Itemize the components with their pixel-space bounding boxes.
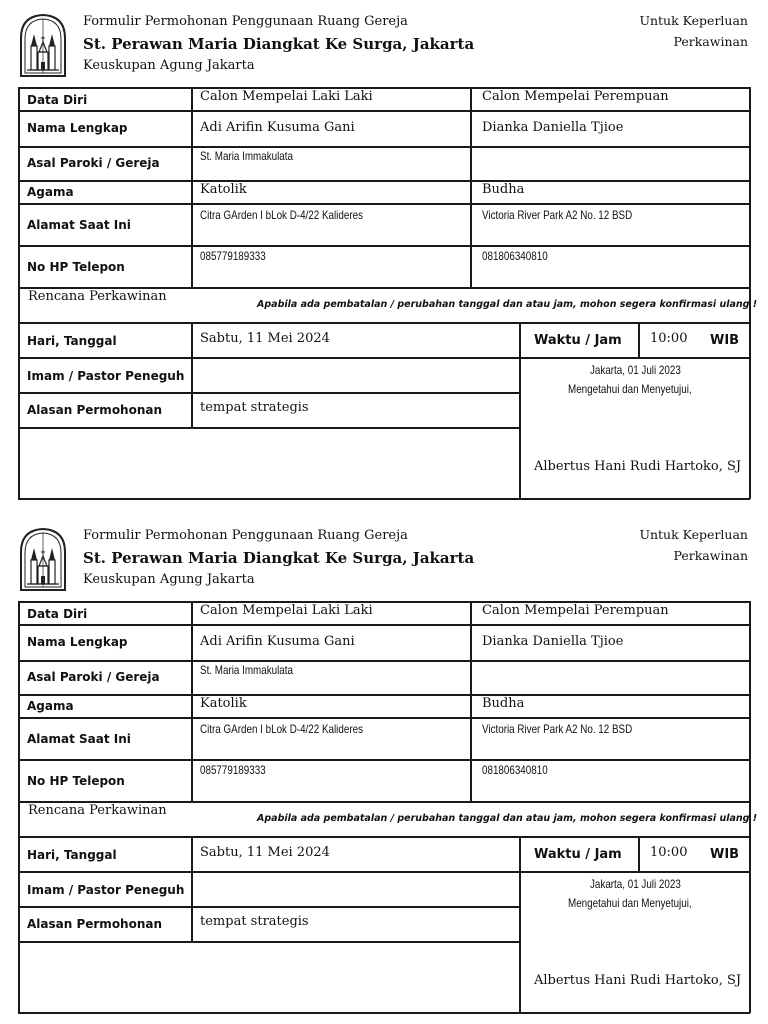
church-name: St. Perawan Maria Diangkat Ke Surga, Jakarta	[83, 549, 475, 567]
address-label: Alamat Saat Ini	[27, 218, 131, 232]
purpose-line-1: Untuk Keperluan	[639, 13, 748, 28]
full-name-label: Nama Lengkap	[27, 121, 128, 135]
date-value: Sabtu, 11 Mei 2024	[200, 845, 330, 860]
church-name: St. Perawan Maria Diangkat Ke Surga, Jakarta	[83, 35, 475, 53]
bride-name: Dianka Daniella Tjioe	[482, 634, 624, 649]
time-value: 10:00	[650, 331, 688, 346]
bride-religion: Budha	[482, 696, 525, 711]
time-label: Waktu / Jam	[534, 333, 622, 348]
religion-label: Agama	[27, 185, 74, 199]
groom-religion: Katolik	[200, 696, 247, 711]
diocese-name: Keuskupan Agung Jakarta	[83, 58, 255, 73]
data-diri-label: Data Diri	[27, 93, 88, 107]
bride-header: Calon Mempelai Perempuan	[482, 89, 669, 104]
timezone-label: WIB	[710, 333, 740, 348]
plan-section-title: Rencana Perkawinan	[28, 803, 167, 818]
form-title: Formulir Permohonan Penggunaan Ruang Gereja	[83, 528, 408, 543]
reason-label: Alasan Permohonan	[27, 917, 163, 931]
purpose-label	[639, 10, 748, 52]
groom-phone: 085779189333	[200, 763, 266, 777]
form-table	[18, 87, 758, 499]
groom-address: Citra GArden I bLok D-4/22 Kalideres	[200, 722, 363, 736]
signatory-name: Albertus Hani Rudi Hartoko, SJ	[534, 459, 742, 474]
date-label: Hari, Tanggal	[27, 848, 117, 862]
form-title: Formulir Permohonan Penggunaan Ruang Gereja	[83, 14, 408, 29]
phone-label: No HP Telepon	[27, 774, 125, 788]
approval-text: Mengetahui dan Menyetujui,	[568, 896, 692, 910]
signatory-name: Albertus Hani Rudi Hartoko, SJ	[534, 973, 742, 988]
plan-section-title: Rencana Perkawinan	[28, 289, 167, 304]
groom-header: Calon Mempelai Laki Laki	[200, 603, 373, 618]
purpose-line-1: Untuk Keperluan	[639, 527, 748, 542]
reason-value: tempat strategis	[200, 400, 309, 415]
groom-parish: St. Maria Immakulata	[200, 663, 293, 677]
time-value: 10:00	[650, 845, 688, 860]
form-table	[18, 601, 758, 1013]
date-label: Hari, Tanggal	[27, 334, 117, 348]
bride-religion: Budha	[482, 182, 525, 197]
approval-text: Mengetahui dan Menyetujui,	[568, 382, 692, 396]
timezone-label: WIB	[710, 847, 740, 862]
full-name-label: Nama Lengkap	[27, 635, 128, 649]
bride-name: Dianka Daniella Tjioe	[482, 120, 624, 135]
date-value: Sabtu, 11 Mei 2024	[200, 331, 330, 346]
groom-name: Adi Arifin Kusuma Gani	[200, 120, 355, 135]
application-form-copy-1	[0, 0, 768, 500]
reason-value: tempat strategis	[200, 914, 309, 929]
change-notice: Apabila ada pembatalan / perubahan tanggal dan atau jam, mohon segera konfirmasi ulang !	[257, 299, 758, 310]
groom-header: Calon Mempelai Laki Laki	[200, 89, 373, 104]
phone-label: No HP Telepon	[27, 260, 125, 274]
church-logo-icon	[18, 528, 68, 592]
parish-label: Asal Paroki / Gereja	[27, 156, 160, 170]
religion-label: Agama	[27, 699, 74, 713]
bride-header: Calon Mempelai Perempuan	[482, 603, 669, 618]
parish-label: Asal Paroki / Gereja	[27, 670, 160, 684]
purpose-line-2: Perkawinan	[673, 34, 748, 49]
bride-address: Victoria River Park A2 No. 12 BSD	[482, 208, 633, 222]
priest-label: Imam / Pastor Peneguh	[27, 883, 185, 897]
application-form-copy-2	[0, 514, 768, 1014]
bride-address: Victoria River Park A2 No. 12 BSD	[482, 722, 633, 736]
groom-parish: St. Maria Immakulata	[200, 149, 293, 163]
reason-label: Alasan Permohonan	[27, 403, 163, 417]
groom-address: Citra GArden I bLok D-4/22 Kalideres	[200, 208, 363, 222]
time-label: Waktu / Jam	[534, 847, 622, 862]
bride-phone: 081806340810	[482, 763, 548, 777]
approval-place-date: Jakarta, 01 Juli 2023	[590, 363, 681, 377]
approval-place-date: Jakarta, 01 Juli 2023	[590, 877, 681, 891]
diocese-name: Keuskupan Agung Jakarta	[83, 572, 255, 587]
groom-religion: Katolik	[200, 182, 247, 197]
groom-phone: 085779189333	[200, 249, 266, 263]
purpose-label	[639, 524, 748, 566]
address-label: Alamat Saat Ini	[27, 732, 131, 746]
bride-phone: 081806340810	[482, 249, 548, 263]
church-logo-icon	[18, 14, 68, 78]
groom-name: Adi Arifin Kusuma Gani	[200, 634, 355, 649]
purpose-line-2: Perkawinan	[673, 548, 748, 563]
priest-label: Imam / Pastor Peneguh	[27, 369, 185, 383]
change-notice: Apabila ada pembatalan / perubahan tanggal dan atau jam, mohon segera konfirmasi ulang !	[257, 813, 758, 824]
data-diri-label: Data Diri	[27, 607, 88, 621]
